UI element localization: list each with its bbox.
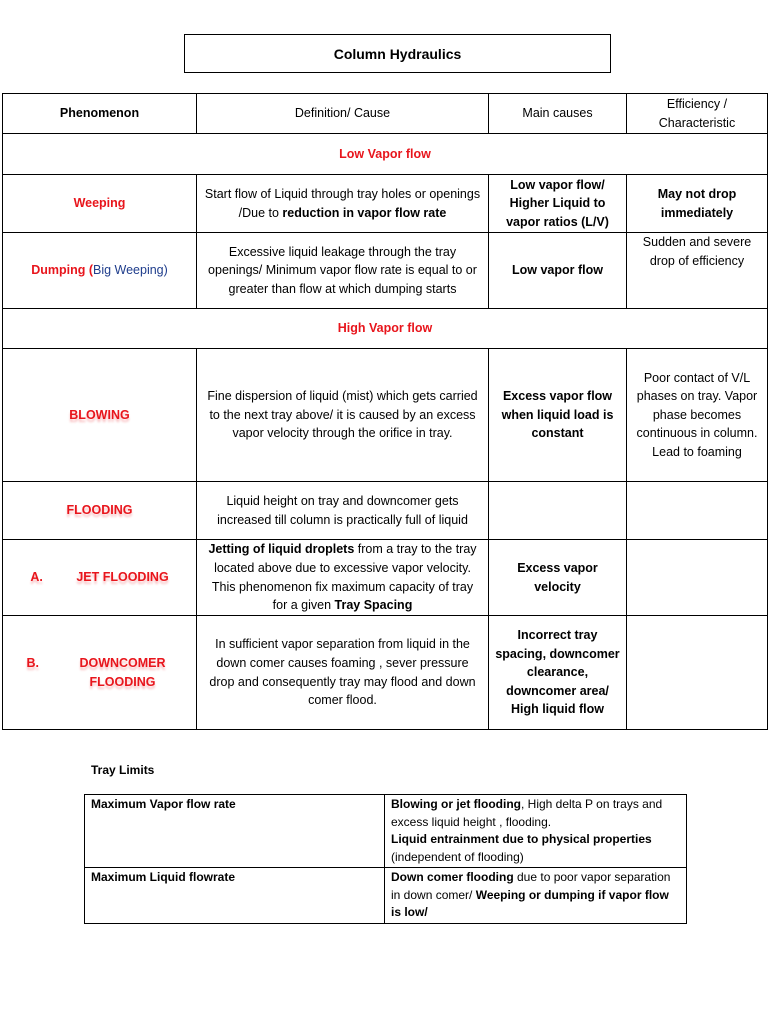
dumping-label: Dumping ( xyxy=(31,263,93,278)
max-vapor-text-1: , High delta P on trays and excess liquid height , flooding. xyxy=(391,797,663,829)
cause-dumping: Low vapor flow xyxy=(489,233,627,309)
row-dumping xyxy=(3,233,768,309)
definition-weeping-bold: reduction in vapor flow rate xyxy=(282,205,447,220)
downcomer-letter: B. xyxy=(26,655,39,670)
cause-downcomer-flooding: Incorrect tray spacing, downcomer clearance, downcomer area/ High liquid flow xyxy=(489,616,627,730)
cause-flooding xyxy=(489,482,627,540)
phenomenon-blowing: BLOWING xyxy=(3,349,197,482)
cause-blowing: Excess vapor flow when liquid load is constant xyxy=(489,349,627,482)
max-liquid-label: Maximum Liquid flowrate xyxy=(85,868,385,924)
phenomenon-downcomer-flooding xyxy=(3,616,197,730)
definition-blowing: Fine dispersion of liquid (mist) which gets carried to the next tray above/ it is caused by an excess vapor velocity through the orifice in tray. xyxy=(197,349,489,482)
row-downcomer-flooding xyxy=(3,616,768,730)
definition-dumping: Excessive liquid leakage through the tray openings/ Minimum vapor flow rate is equal to or greater than flow at which dumping starts xyxy=(197,233,489,309)
tray-limits-table xyxy=(84,794,687,924)
row-max-vapor xyxy=(85,795,687,868)
big-weeping-label: Big Weeping) xyxy=(92,263,168,278)
document-title: Column Hydraulics xyxy=(184,34,611,73)
phenomenon-dumping xyxy=(3,233,197,309)
section-low-vapor-flow: Low Vapor flow xyxy=(3,134,768,175)
header-row xyxy=(3,94,768,134)
section-row-low xyxy=(3,134,768,175)
cause-jet-flooding: Excess vapor velocity xyxy=(489,540,627,616)
definition-flooding: Liquid height on tray and downcomer gets increased till column is practically full of liquid xyxy=(197,482,489,540)
jet-letter: A. xyxy=(30,570,43,585)
definition-jet-tray-spacing: Tray Spacing xyxy=(334,598,413,613)
tray-limits-heading: Tray Limits xyxy=(91,763,155,777)
max-liquid-text: due to poor vapor separation in down comer/ xyxy=(391,870,671,902)
row-jet-flooding xyxy=(3,540,768,616)
efficiency-blowing: Poor contact of V/L phases on tray. Vapor phase becomes continuous in column. Lead to foaming xyxy=(627,349,768,482)
max-vapor-bold-2: Liquid entrainment due to physical properties xyxy=(391,832,652,846)
row-blowing xyxy=(3,349,768,482)
header-efficiency: Efficiency / Characteristic xyxy=(627,94,768,134)
max-vapor-detail xyxy=(385,795,687,868)
efficiency-weeping: May not drop immediately xyxy=(627,175,768,233)
definition-weeping-text: Start flow of Liquid through tray holes or openings /Due to xyxy=(204,186,481,220)
max-liquid-bold-2: Weeping or dumping if vapor flow is low/ xyxy=(391,887,669,919)
efficiency-dumping: Sudden and severe drop of efficiency xyxy=(627,233,768,309)
efficiency-downcomer-flooding xyxy=(627,616,768,730)
max-vapor-label: Maximum Vapor flow rate xyxy=(85,795,385,868)
section-high-vapor-flow: High Vapor flow xyxy=(3,309,768,349)
phenomenon-weeping: Weeping xyxy=(3,175,197,233)
section-row-high xyxy=(3,309,768,349)
cause-weeping: Low vapor flow/ Higher Liquid to vapor ratios (L/V) xyxy=(489,175,627,233)
header-definition: Definition/ Cause xyxy=(197,94,489,134)
max-liquid-detail xyxy=(385,868,687,924)
definition-downcomer-flooding: In sufficient vapor separation from liquid in the down comer causes foaming , sever pressure drop and consequently tray may flood and down comer flood. xyxy=(197,616,489,730)
row-flooding xyxy=(3,482,768,540)
phenomenon-jet-flooding xyxy=(3,540,197,616)
column-hydraulics-table xyxy=(2,93,768,730)
row-max-liquid xyxy=(85,868,687,924)
downcomer-flooding-label: DOWNCOMER FLOODING xyxy=(79,655,166,689)
efficiency-jet-flooding xyxy=(627,540,768,616)
definition-jet-text: from a tray to the tray located above due to excessive vapor velocity. This phenomenon fix maximum capacity of tray for a given xyxy=(211,542,477,613)
efficiency-flooding xyxy=(627,482,768,540)
header-phenomenon: Phenomenon xyxy=(3,94,197,134)
definition-weeping xyxy=(197,175,489,233)
header-main-causes: Main causes xyxy=(489,94,627,134)
max-vapor-bold-1: Blowing or jet flooding xyxy=(391,797,521,811)
max-liquid-bold-1: Down comer flooding xyxy=(391,870,514,884)
definition-jet-bold: Jetting of liquid droplets xyxy=(208,542,355,557)
definition-jet-flooding xyxy=(197,540,489,616)
max-vapor-text-2: (independent of flooding) xyxy=(391,849,524,864)
row-weeping xyxy=(3,175,768,233)
phenomenon-flooding: FLOODING xyxy=(3,482,197,540)
jet-flooding-label: JET FLOODING xyxy=(76,570,169,585)
